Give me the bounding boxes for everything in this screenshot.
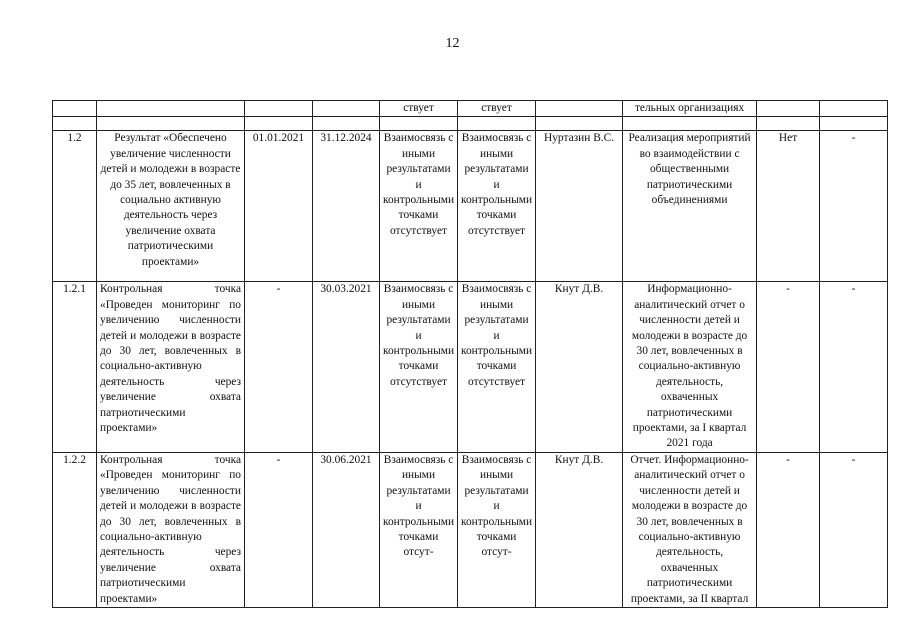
cell-name: Контрольная точка «Проведен мониторинг по увеличению численности детей и молодежи в возрасте до 30 лет, вовлеченных в социально-активную деятельность через увеличение охвата патриотическими проектами» xyxy=(97,452,245,607)
cell-col9: - xyxy=(757,282,820,452)
cell-start xyxy=(245,101,313,117)
cell-link-points: Взаимосвязь с иными результатами и контрольными точками отсут- xyxy=(458,452,536,607)
cell-start: - xyxy=(245,452,313,607)
cell-responsible: Кнут Д.В. xyxy=(536,282,623,452)
cell-link-results: Взаимосвязь с иными результатами и контрольными точками отсутствует xyxy=(380,282,458,452)
table-row xyxy=(53,131,888,282)
cell-description: тельных организациях xyxy=(623,101,757,117)
cell-col10: - xyxy=(820,131,888,282)
cell-description: Информационно-аналитический отчет о численности детей и молодежи в возрасте до 30 лет, вовлеченных в социально-активную деятельность, охваченных патриотическими проектами, за I квартал 2021 года xyxy=(623,282,757,452)
spacer-cell xyxy=(623,117,757,131)
project-plan-table xyxy=(52,100,888,608)
spacer-cell xyxy=(97,117,245,131)
cell-responsible: Кнут Д.В. xyxy=(536,452,623,607)
cell-col10: - xyxy=(820,282,888,452)
cell-col9: Нет xyxy=(757,131,820,282)
spacer-cell xyxy=(313,117,380,131)
cell-end: 31.12.2024 xyxy=(313,131,380,282)
table-row xyxy=(53,452,888,607)
cell-name: Контрольная точка «Проведен мониторинг по увеличению численности детей и молодежи в возрасте до 30 лет, вовлеченных в социально-активную деятельность через увеличение охвата патриотическими проектами» xyxy=(97,282,245,452)
cell-num xyxy=(53,101,97,117)
cell-start: - xyxy=(245,282,313,452)
spacer-cell xyxy=(53,117,97,131)
spacer-cell xyxy=(380,117,458,131)
page-number: 12 xyxy=(445,36,460,51)
cell-link-points: Взаимосвязь с иными результатами и контрольными точками отсутствует xyxy=(458,131,536,282)
spacer-cell xyxy=(245,117,313,131)
cell-link-results: Взаимосвязь с иными результатами и контрольными точками отсутствует xyxy=(380,131,458,282)
cell-responsible: Нуртазин В.С. xyxy=(536,131,623,282)
table-row xyxy=(53,282,888,452)
cell-col9 xyxy=(757,101,820,117)
cell-start: 01.01.2021 xyxy=(245,131,313,282)
cell-link-results: Взаимосвязь с иными результатами и контрольными точками отсут- xyxy=(380,452,458,607)
spacer-cell xyxy=(458,117,536,131)
spacer-cell xyxy=(757,117,820,131)
spacer-cell xyxy=(820,117,888,131)
cell-link-points: Взаимосвязь с иными результатами и контрольными точками отсутствует xyxy=(458,282,536,452)
spacer-cell xyxy=(536,117,623,131)
cell-link-results: ствует xyxy=(380,101,458,117)
cell-link-points: ствует xyxy=(458,101,536,117)
cell-description: Отчет. Информационно-аналитический отчет о численности детей и молодежи в возрасте до 30 лет, вовлеченных в социально-активную деятельность, охваченных патриотическими проектами, за II квартал xyxy=(623,452,757,607)
cell-name xyxy=(97,101,245,117)
cell-name: Результат «Обеспечено увеличение численности детей и молодежи в возрасте до 35 лет, вовлеченных в социально активную деятельность через увеличение охвата патриотическими проектами» xyxy=(97,131,245,282)
table-row-continuation xyxy=(53,101,888,117)
cell-end: 30.06.2021 xyxy=(313,452,380,607)
cell-end xyxy=(313,101,380,117)
cell-num: 1.2.2 xyxy=(53,452,97,607)
table-row-spacer xyxy=(53,117,888,131)
cell-num: 1.2 xyxy=(53,131,97,282)
cell-num: 1.2.1 xyxy=(53,282,97,452)
cell-description: Реализация мероприятий во взаимодействии с общественными патриотическими объединениями xyxy=(623,131,757,282)
cell-responsible xyxy=(536,101,623,117)
cell-col9: - xyxy=(757,452,820,607)
cell-col10 xyxy=(820,101,888,117)
cell-col10: - xyxy=(820,452,888,607)
cell-end: 30.03.2021 xyxy=(313,282,380,452)
